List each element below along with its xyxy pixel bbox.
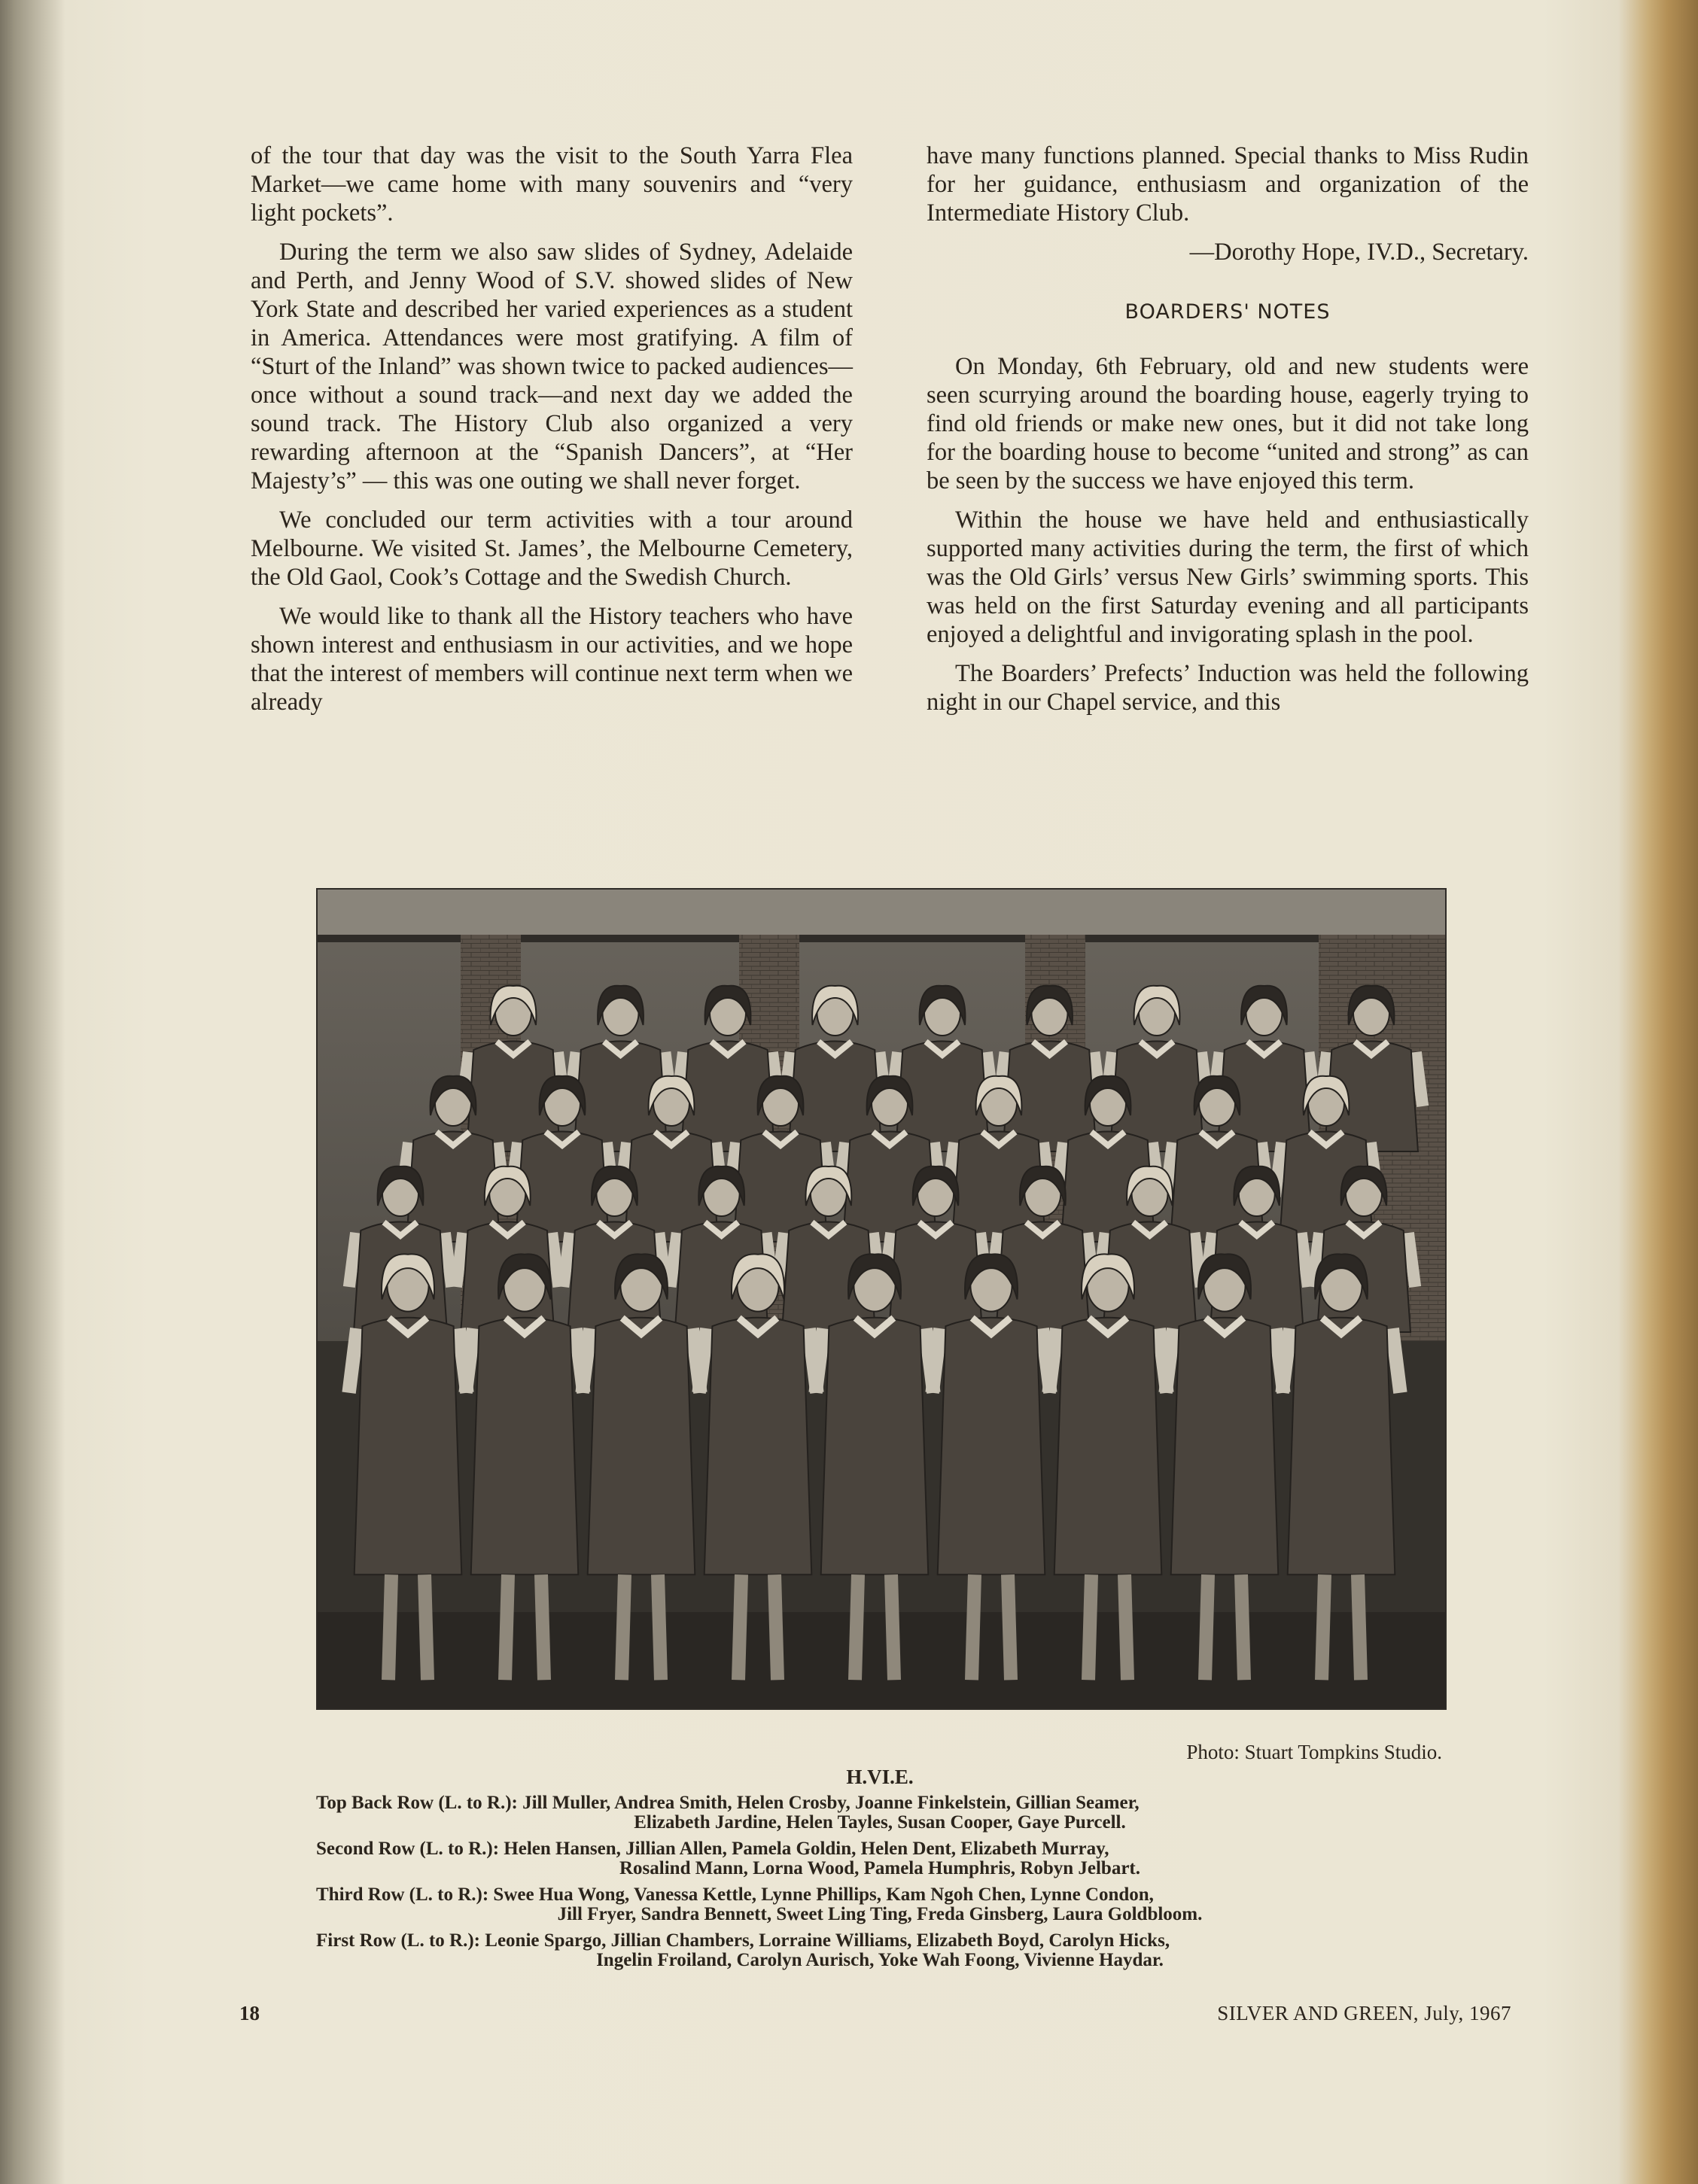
caption-row-label: Top Back Row (L. to R.): [316, 1793, 518, 1813]
caption-row-names-continued: Elizabeth Jardine, Helen Tayles, Susan Cooper, Gaye Purcell. [634, 1812, 1126, 1833]
page-number: 18 [239, 2002, 260, 2024]
group-photo-illustration [318, 890, 1445, 1708]
caption-row [316, 1793, 1444, 1833]
caption-row-label: First Row (L. to R.): [316, 1930, 481, 1951]
class-group-photo [316, 888, 1447, 1710]
signoff: —Dorothy Hope, IV.D., Secretary. [1189, 239, 1529, 266]
caption-row [316, 1931, 1444, 1970]
book-spine-shadow [0, 0, 65, 2184]
left-column [251, 141, 853, 727]
caption-row [316, 1885, 1444, 1924]
paragraph-continuation: have many functions planned. Special thanks to Miss Rudin for her guidance, enthusiasm and organization of the Intermediate History Club. [927, 142, 1529, 227]
paragraph: On Monday, 6th February, old and new students were seen scurrying around the boarding house, eagerly trying to find old friends or make new ones, but it did not take long for the boarding house to become “united and strong” as can be seen by the success we have enjoyed this term. [927, 353, 1529, 494]
caption-row [316, 1839, 1444, 1878]
caption-row-names-continued: Ingelin Froiland, Carolyn Aurisch, Yoke Wah Foong, Vivienne Haydar. [596, 1950, 1164, 1970]
caption-row-names-continued: Rosalind Mann, Lorna Wood, Pamela Humphris, Robyn Jelbart. [619, 1858, 1140, 1878]
class-title: H.VI.E. [846, 1766, 914, 1788]
caption-row-names: Swee Hua Wong, Vanessa Kettle, Lynne Phillips, Kam Ngoh Chen, Lynne Condon, [493, 1884, 1154, 1905]
paragraph: We concluded our term activities with a tour around Melbourne. We visited St. James’, the Melbourne Cemetery, the Old Gaol, Cook’s Cottage and the Swedish Church. [251, 506, 853, 591]
paragraph: We would like to thank all the History teachers who have shown interest and enthusiasm in our activities, and we hope that the interest of members will continue next term when we already [251, 603, 853, 716]
caption-row-label: Third Row (L. to R.): [316, 1884, 489, 1905]
caption-row-names-continued: Jill Fryer, Sandra Bennett, Sweet Ling Ting, Freda Ginsberg, Laura Goldbloom. [557, 1904, 1203, 1924]
paragraph: During the term we also saw slides of Sydney, Adelaide and Perth, and Jenny Wood of S.V. showed slides of New York State and described her varied experiences as a student in America. Attendances were most gratifying. A film of “Sturt of the Inland” was shown twice to packed audiences—once without a sound track—and next day we added the sound track. The History Club also organized a very rewarding afternoon at the “Spanish Dancers”, at “Her Majesty’s” — this was one outing we shall never forget. [251, 239, 853, 494]
paragraph: Within the house we have held and enthusiastically supported many activities during the term, the first of which was the Old Girls’ versus New Girls’ swimming sports. This was held on the first Saturday evening and all participants enjoyed a delightful and invigorating splash in the pool. [927, 506, 1529, 648]
caption-row-names: Jill Muller, Andrea Smith, Helen Crosby, Joanne Finkelstein, Gillian Seamer, [522, 1793, 1140, 1813]
caption-row-names: Leonie Spargo, Jillian Chambers, Lorraine Williams, Elizabeth Boyd, Carolyn Hicks, [485, 1930, 1170, 1951]
right-column [927, 141, 1529, 727]
paragraph: of the tour that day was the visit to the South Yarra Flea Market—we came home with many souvenirs and “very light pockets”. [251, 142, 853, 227]
caption-row-label: Second Row (L. to R.): [316, 1839, 500, 1859]
caption-row-names: Helen Hansen, Jillian Allen, Pamela Goldin, Helen Dent, Elizabeth Murray, [504, 1839, 1109, 1859]
paragraph: The Boarders’ Prefects’ Induction was held the following night in our Chapel service, and this [927, 660, 1529, 716]
section-heading: BOARDERS' NOTES [1124, 300, 1331, 324]
publication-footer: SILVER AND GREEN, July, 1967 [1217, 2002, 1511, 2024]
photo-credit: Photo: Stuart Tompkins Studio. [1186, 1741, 1442, 1763]
